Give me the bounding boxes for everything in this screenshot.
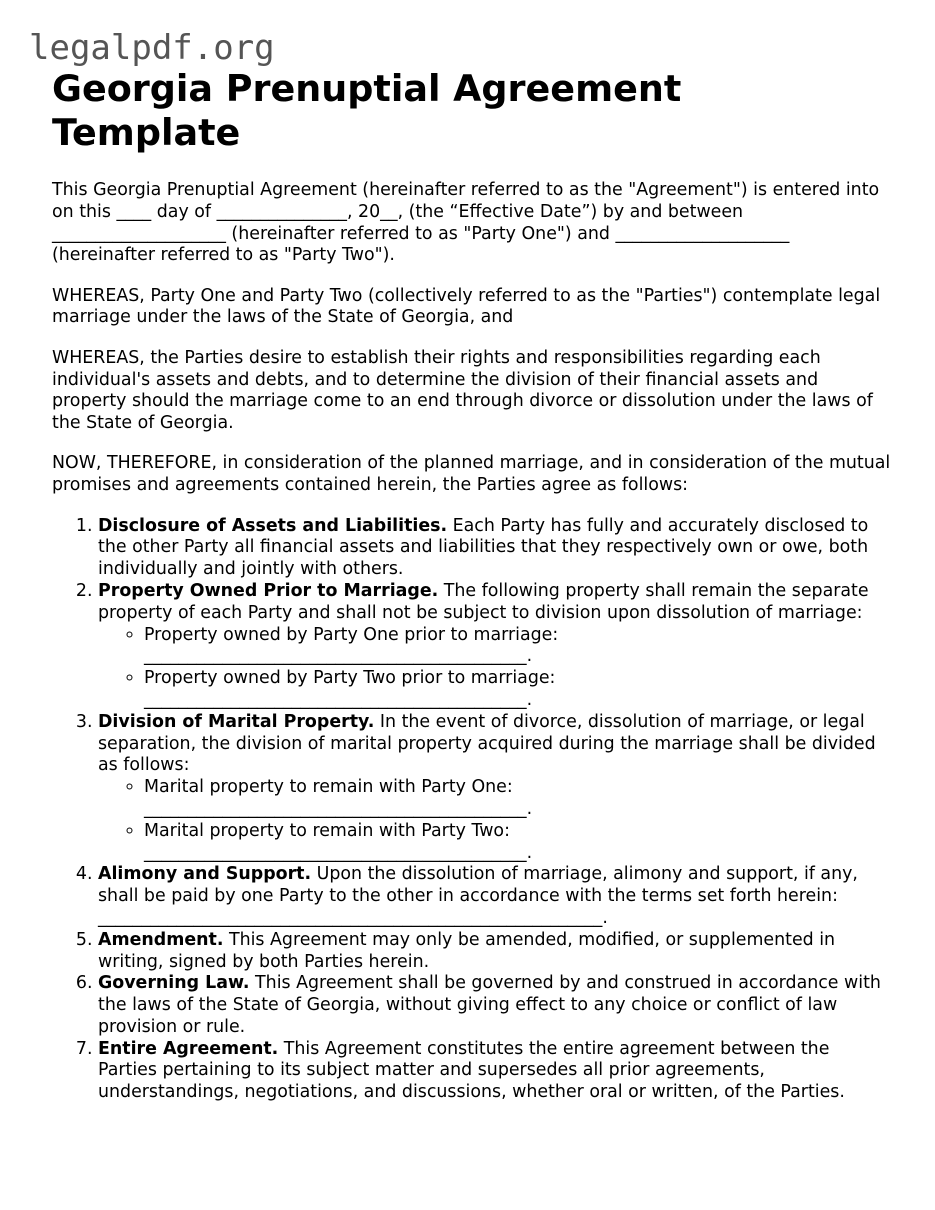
item-label: Marital property to remain with Party Two: xyxy=(144,820,510,841)
section-heading: Alimony and Support. xyxy=(98,864,312,885)
document-body xyxy=(52,67,892,1104)
document-title: Georgia Prenuptial Agreement Template xyxy=(52,67,682,154)
section-governing-law xyxy=(98,973,892,1038)
whereas-paragraph-2: WHEREAS, the Parties desire to establish their rights and responsibilities regarding each individual's assets and debts, and to determine the division of their financial assets and property should the marriage come to an end through divorce or dissolution under the laws of the State of Georgia. xyxy=(52,347,873,434)
fill-in-blank: ____________________________________________. xyxy=(144,842,533,863)
item-label: Property owned by Party Two prior to marriage: xyxy=(144,668,556,689)
marital-property-list xyxy=(98,777,892,864)
intro-paragraph: This Georgia Prenuptial Agreement (hereinafter referred to as the "Agreement") is entered into on this ____ day of _______________, 20__, (the “Effective Date”) by and between ____________________ (hereinafter referred to as "Party One") and ____________________ (hereinafter referred to as "Party Two"). xyxy=(52,180,880,266)
section-text: The following property shall remain the separate property of each Party and shall not be subject to division upon dissolution of marriage: xyxy=(98,580,869,623)
section-heading: Property Owned Prior to Marriage. xyxy=(98,580,439,601)
section-marital-property xyxy=(98,712,892,865)
item-label: Property owned by Party One prior to marriage: xyxy=(144,624,559,645)
section-heading: Division of Marital Property. xyxy=(98,711,375,732)
section-text: Each Party has fully and accurately disclosed to the other Party all financial assets and liabilities that they respectively own or owe, both individually and jointly with others. xyxy=(98,515,869,580)
item-label: Marital property to remain with Party One: xyxy=(144,777,513,798)
list-item xyxy=(144,668,892,712)
list-item xyxy=(144,821,892,865)
section-disclosure xyxy=(98,516,892,581)
list-item xyxy=(144,625,892,669)
fill-in-blank: ____________________________________________. xyxy=(144,646,533,667)
section-heading: Entire Agreement. xyxy=(98,1038,279,1059)
section-text: Upon the dissolution of marriage, alimony and support, if any, shall be paid by one Party to the other in accordance with the terms set forth herein: __________________________________________________________. xyxy=(98,864,858,928)
list-item xyxy=(144,777,892,821)
section-heading: Disclosure of Assets and Liabilities. xyxy=(98,515,448,536)
section-text: In the event of divorce, dissolution of marriage, or legal separation, the division of marital property acquired during the marriage shall be divided as follows: xyxy=(98,711,876,776)
section-entire-agreement xyxy=(98,1039,892,1104)
now-therefore-paragraph: NOW, THEREFORE, in consideration of the planned marriage, and in consideration of the mutual promises and agreements contained herein, the Parties agree as follows: xyxy=(52,453,891,496)
section-heading: Governing Law. xyxy=(98,973,250,994)
sections-list xyxy=(52,516,892,1105)
section-text: This Agreement may only be amended, modified, or supplemented in writing, signed by both Parties herein. xyxy=(98,929,836,972)
whereas-paragraph-1: WHEREAS, Party One and Party Two (collectively referred to as the "Parties") contemplate legal marriage under the laws of the State of Georgia, and xyxy=(52,285,881,328)
fill-in-blank: ____________________________________________. xyxy=(144,798,533,819)
section-heading: Amendment. xyxy=(98,929,224,950)
section-alimony xyxy=(98,864,892,929)
section-amendment xyxy=(98,930,892,974)
fill-in-blank: ____________________________________________. xyxy=(144,689,533,710)
section-text: This Agreement constitutes the entire agreement between the Parties pertaining to its subject matter and supersedes all prior agreements, understandings, negotiations, and discussions, whether oral or written, of the Parties. xyxy=(98,1038,845,1103)
watermark: legalpdf.org xyxy=(29,28,275,68)
section-prior-property xyxy=(98,581,892,712)
section-text: This Agreement shall be governed by and construed in accordance with the laws of the State of Georgia, without giving effect to any choice or conflict of law provision or rule. xyxy=(98,973,881,1037)
prior-property-list xyxy=(98,625,892,712)
